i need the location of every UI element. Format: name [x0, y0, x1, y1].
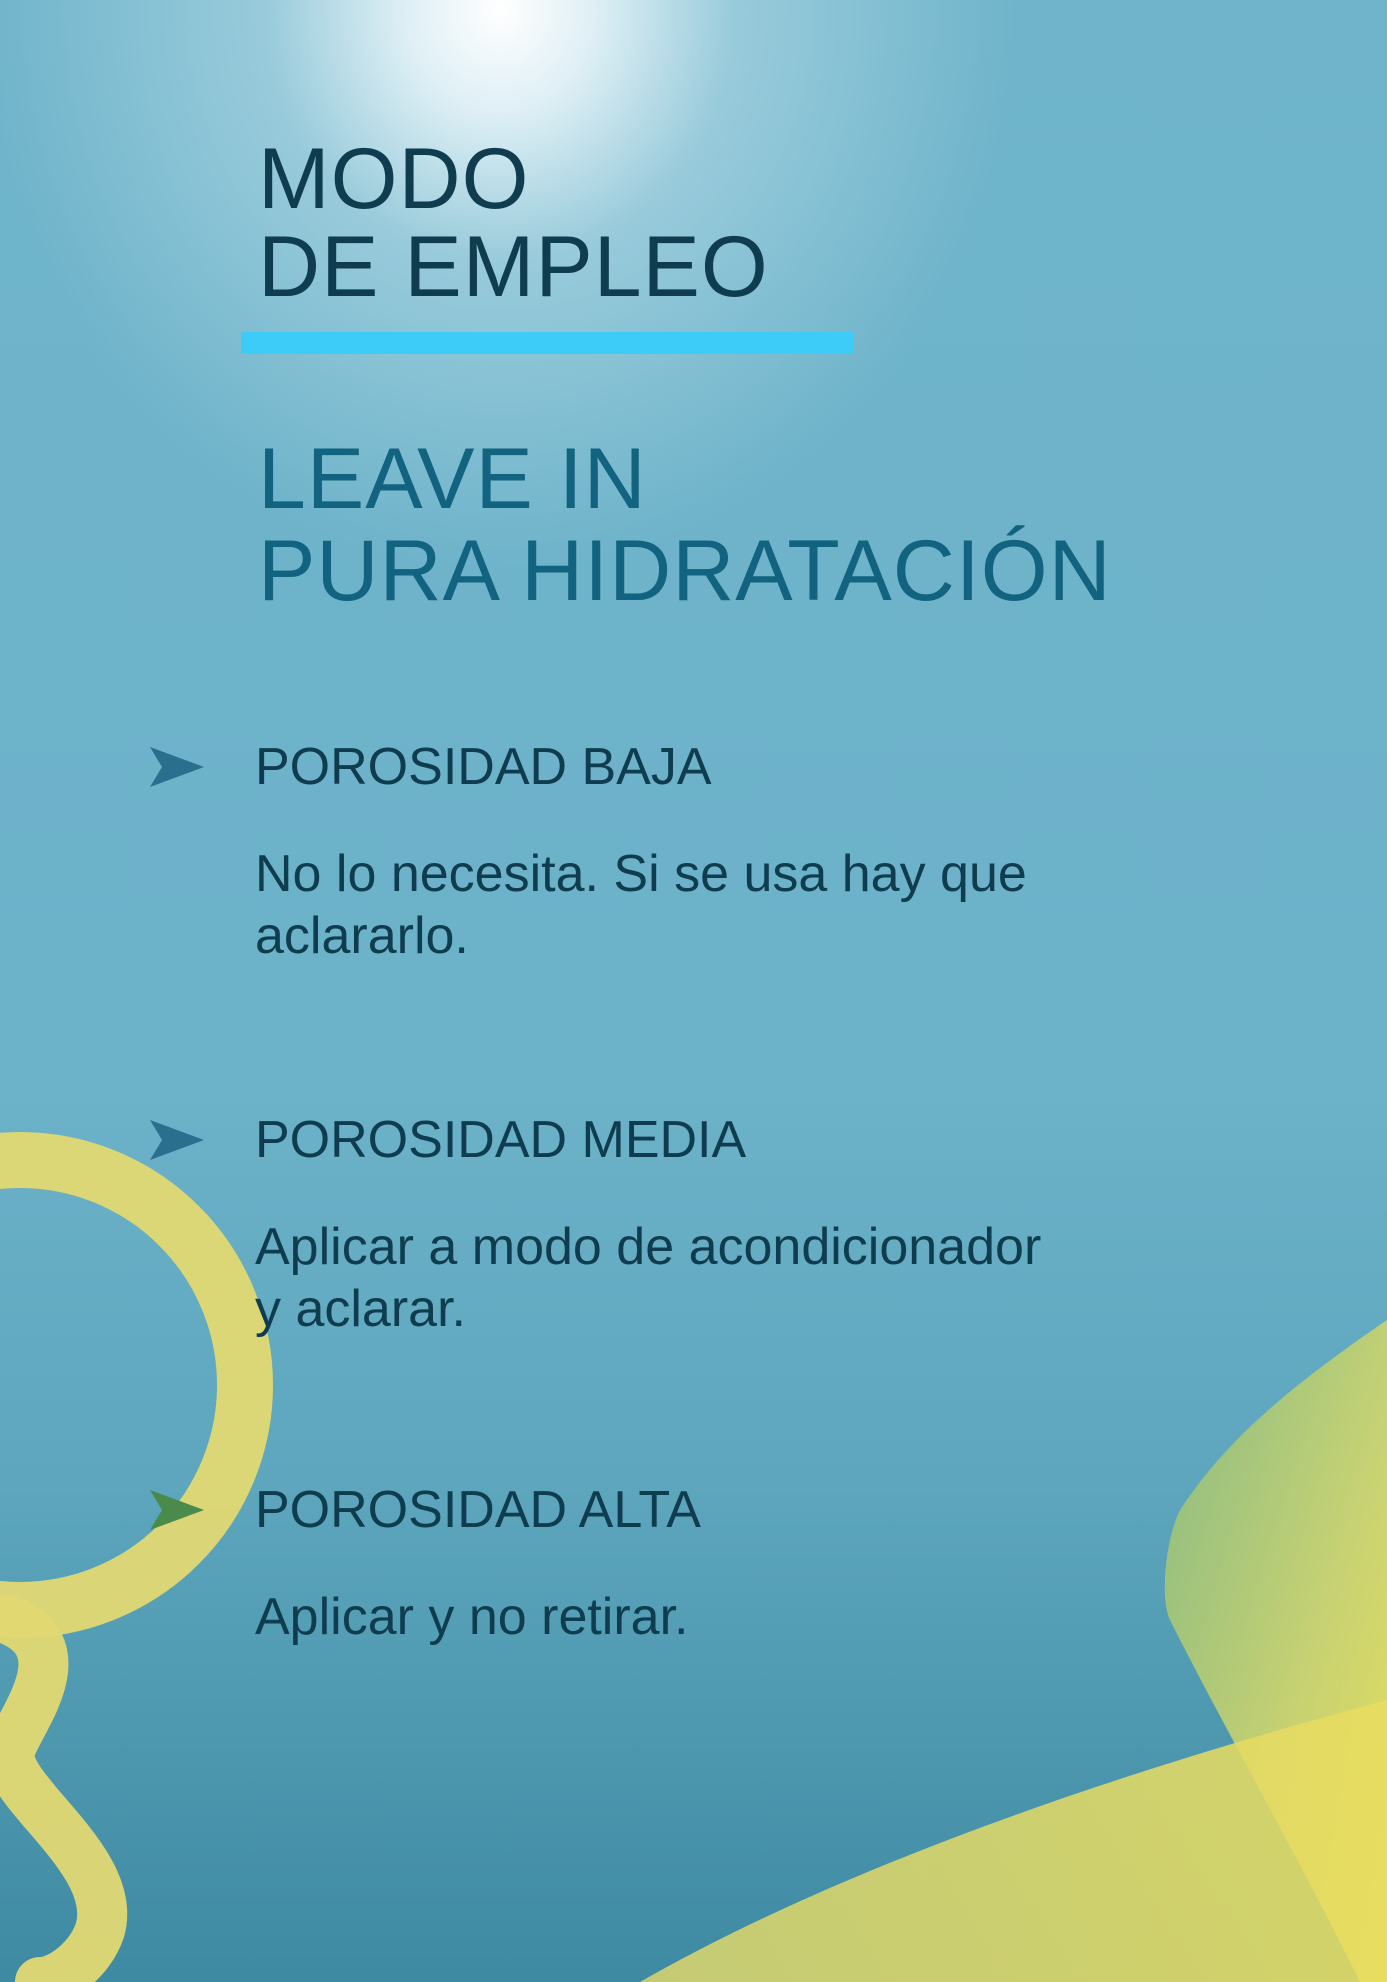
section-body	[255, 1586, 1155, 1648]
section-body	[255, 843, 1155, 967]
product-name-line: LEAVE IN	[258, 431, 647, 527]
squiggle-shape	[9, 1620, 102, 1982]
page-title	[258, 131, 769, 315]
section-porosidad-alta	[150, 1478, 1150, 1646]
product-name	[258, 433, 1112, 617]
body-line: y aclarar.	[255, 1280, 466, 1338]
section-body	[255, 1216, 1155, 1340]
section-porosidad-baja	[150, 735, 1150, 965]
body-line: Aplicar y no retirar.	[255, 1588, 689, 1646]
body-line: aclararlo.	[255, 907, 469, 965]
arrowhead-icon	[150, 1490, 204, 1530]
section-porosidad-media	[150, 1108, 1150, 1338]
title-underline	[241, 332, 853, 354]
section-heading: POROSIDAD ALTA	[255, 1481, 701, 1539]
product-name-line: PURA HIDRATACIÓN	[258, 523, 1112, 619]
title-line: MODO	[258, 131, 530, 227]
sweep-shape	[640, 1700, 1387, 1982]
title-line: DE EMPLEO	[258, 219, 769, 315]
arrowhead-icon	[150, 747, 204, 787]
body-line: Aplicar a modo de acondicionador	[255, 1218, 1042, 1276]
body-line: No lo necesita. Si se usa hay que	[255, 845, 1027, 903]
ring-shape	[0, 1160, 245, 1610]
arrowhead-icon	[150, 1120, 204, 1160]
section-heading: POROSIDAD BAJA	[255, 738, 712, 796]
section-heading: POROSIDAD MEDIA	[255, 1111, 747, 1169]
